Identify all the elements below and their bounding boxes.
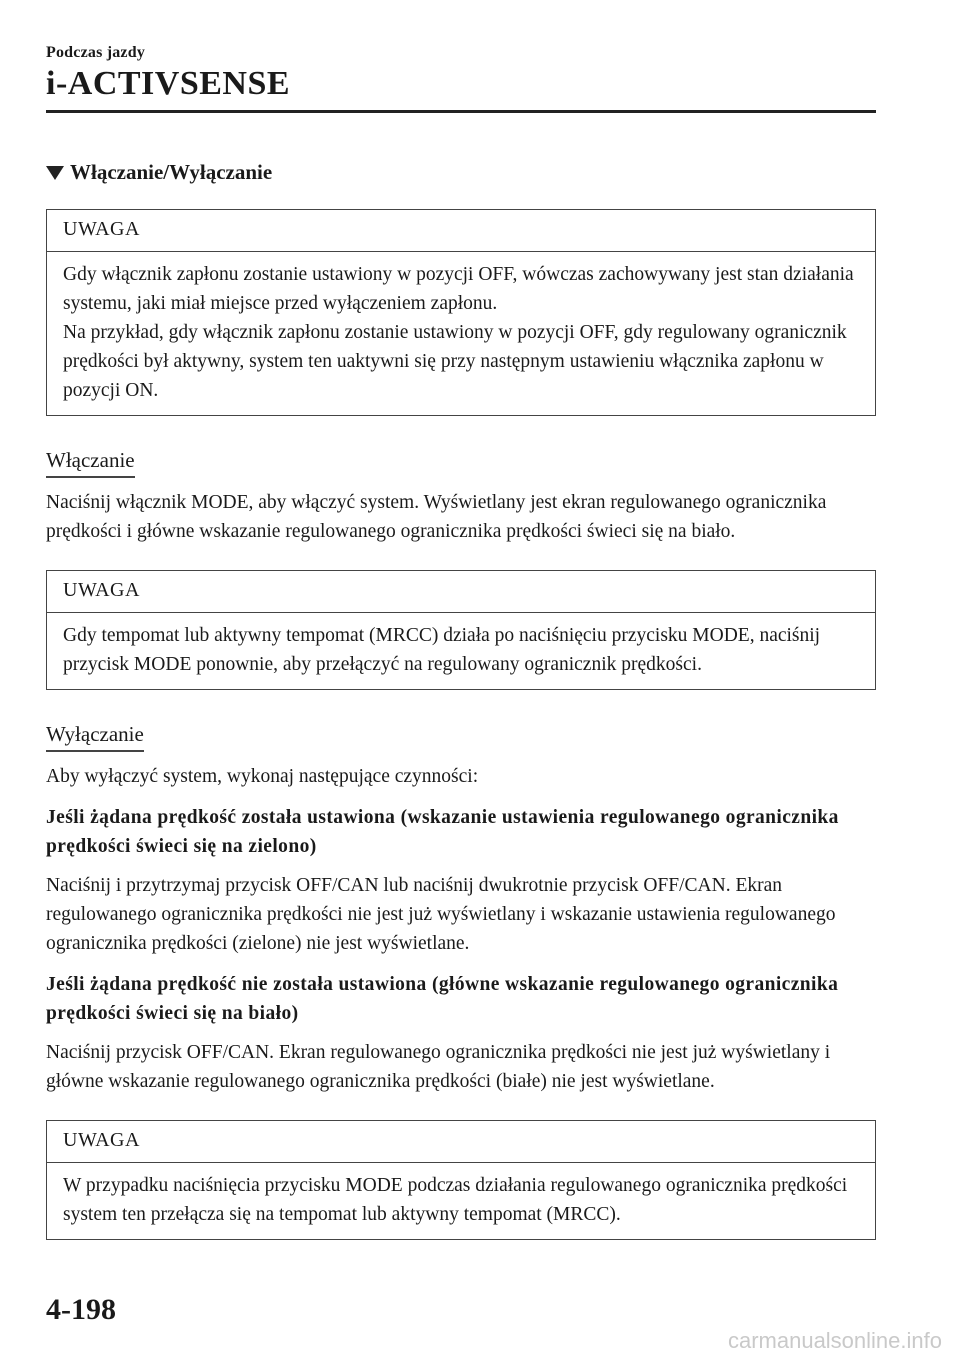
note-body: W przypadku naciśnięcia przycisku MODE podczas działania regulowanego ogranicznika prędkości system ten przełącza się na tempomat lub aktywny tempomat (MRCC). bbox=[63, 1175, 848, 1225]
note-label: UWAGA bbox=[47, 1121, 875, 1163]
subheading-text: Włączanie/Wyłączanie bbox=[70, 160, 273, 184]
case2-text: Naciśnij przycisk OFF/CAN. Ekran regulowanego ogranicznika prędkości nie jest już wyświetlany i główne wskazanie regulowanego ogranicznika prędkości (białe) nie jest wyświetlane. bbox=[46, 1042, 831, 1092]
heading-off: Wyłączanie bbox=[46, 722, 144, 752]
watermark: carmanualsonline.info bbox=[727, 1328, 942, 1353]
note-line: Gdy włącznik zapłonu zostanie ustawiony w pozycji OFF, wówczas zachowywany jest stan działania systemu, jaki miał miejsce przed wyłączeniem zapłonu. bbox=[63, 264, 854, 314]
note-body: Gdy tempomat lub aktywny tempomat (MRCC) działa po naciśnięciu przycisku MODE, naciśnij przycisk MODE ponownie, aby przełączyć na regulowany ogranicznik prędkości. bbox=[63, 625, 821, 675]
heading-on: Włączanie bbox=[46, 448, 135, 478]
subheading bbox=[46, 160, 876, 185]
paragraph-on: Naciśnij włącznik MODE, aby włączyć system. Wyświetlany jest ekran regulowanego ogranicznika prędkości i główne wskazanie regulowanego ogranicznika prędkości świeci się na biało. bbox=[46, 492, 827, 542]
note-line: Na przykład, gdy włącznik zapłonu zostanie ustawiony w pozycji OFF, gdy regulowany ogranicznik prędkości był aktywny, system ten uaktywni się przy następnym ustawieniu włącznika zapłonu w pozycji ON. bbox=[63, 322, 847, 401]
section-name: Podczas jazdy bbox=[46, 44, 146, 61]
triangle-bullet-icon bbox=[46, 166, 64, 180]
paragraph-off-intro: Aby wyłączyć system, wykonaj następujące czynności: bbox=[46, 766, 479, 787]
note-box-1 bbox=[46, 209, 876, 416]
note-body bbox=[47, 252, 875, 415]
page-header bbox=[46, 44, 290, 104]
case1-text: Naciśnij i przytrzymaj przycisk OFF/CAN lub naciśnij dwukrotnie przycisk OFF/CAN. Ekran regulowanego ogranicznika prędkości nie jest już wyświetlany i wskazanie ustawienia regulowanego ogranicznika prędkości (zielone) nie jest wyświetlane. bbox=[46, 875, 836, 954]
page-number: 4-198 bbox=[46, 1293, 116, 1326]
chapter-title: i-ACTIVSENSE bbox=[46, 65, 291, 102]
case1-title: Jeśli żądana prędkość została ustawiona (wskazanie ustawienia regulowanego ogranicznika prędkości świeci się na zielono) bbox=[46, 807, 839, 857]
header-rule bbox=[46, 110, 876, 113]
note-label: UWAGA bbox=[47, 571, 875, 613]
note-box-2 bbox=[46, 570, 876, 690]
main-content bbox=[46, 160, 876, 1240]
case2-title: Jeśli żądana prędkość nie została ustawiona (główne wskazanie regulowanego ogranicznika prędkości świeci się na biało) bbox=[46, 974, 839, 1024]
note-label: UWAGA bbox=[47, 210, 875, 252]
note-box-3 bbox=[46, 1120, 876, 1240]
